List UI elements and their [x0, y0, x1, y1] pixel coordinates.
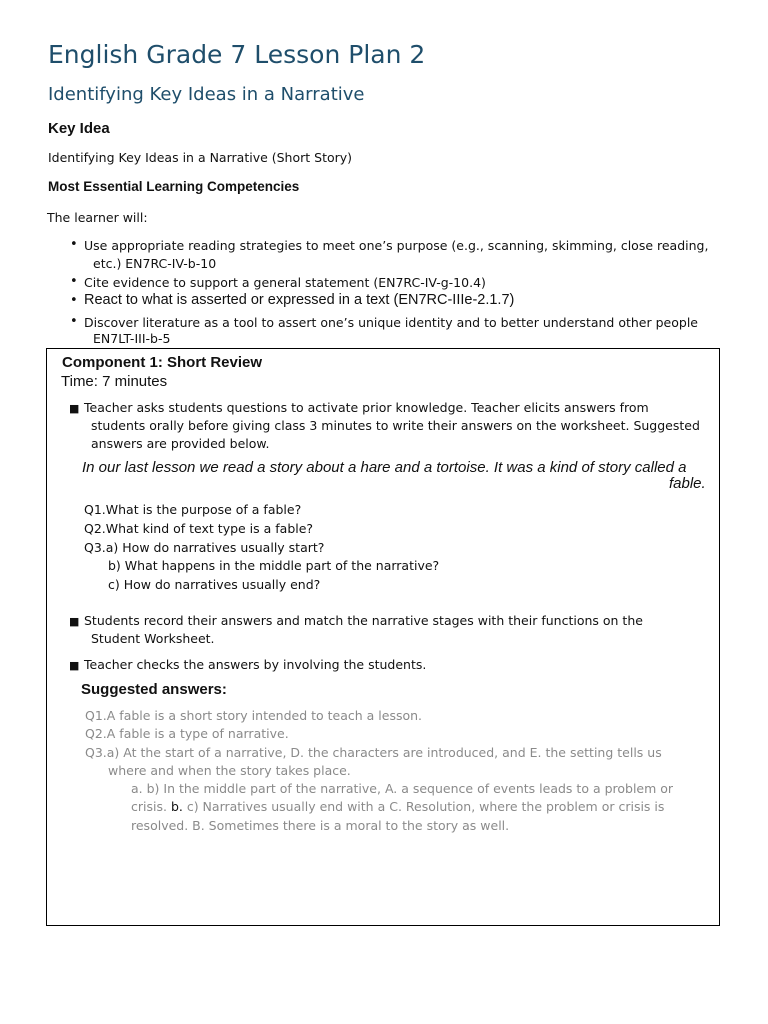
answer-item: Q3.a) At the start of a narrative, D. the characters are introduced, and E. the setting tells us	[85, 745, 662, 760]
question-item: Q3.a) How do narratives usually start?	[84, 540, 325, 555]
square-bullet-icon: ■	[69, 402, 80, 415]
answer-item: resolved. B. Sometimes there is a moral to the story as well.	[131, 818, 510, 833]
answer-item: where and when the story takes place.	[108, 763, 351, 778]
melc-heading: Most Essential Learning Competencies	[48, 179, 300, 194]
bullet-dot-icon: •	[70, 274, 78, 289]
competency-item: Discover literature as a tool to assert one’s unique identity and to better understand other people	[84, 315, 698, 330]
italic-prompt: fable.	[669, 475, 706, 492]
competency-item: Use appropriate reading strategies to meet one’s purpose (e.g., scanning, skimming, close reading,	[84, 238, 709, 253]
italic-prompt: In our last lesson we read a story about a hare and a tortoise. It was a kind of story called a	[82, 459, 687, 476]
bullet-dot-icon: •	[70, 293, 78, 308]
learner-intro: The learner will:	[47, 210, 148, 225]
bullet-dot-icon: •	[70, 314, 78, 329]
answer-marker: b.	[170, 799, 183, 814]
answer-item: a. b) In the middle part of the narrative, A. a sequence of events leads to a problem or	[131, 781, 674, 796]
bullet-text: Teacher asks students questions to activate prior knowledge. Teacher elicits answers from	[84, 400, 649, 415]
answer-fragment: crisis.	[131, 799, 171, 814]
question-item: c) How do narratives usually end?	[108, 577, 321, 592]
bullet-text: Student Worksheet.	[91, 631, 215, 646]
competency-item-code: etc.) EN7RC-IV-b-10	[93, 256, 217, 271]
lesson-subtitle: Identifying Key Ideas in a Narrative	[48, 84, 365, 105]
bullet-text: Teacher checks the answers by involving the students.	[84, 657, 427, 672]
component-title: Component 1: Short Review	[62, 354, 263, 371]
key-idea-text: Identifying Key Ideas in a Narrative (Short Story)	[48, 150, 353, 165]
competency-item: React to what is asserted or expressed in a text (EN7RC-IIIe-2.1.7)	[84, 292, 515, 308]
answer-item: Q1.A fable is a short story intended to teach a lesson.	[85, 708, 423, 723]
answer-item: Q2.A fable is a type of narrative.	[85, 726, 289, 741]
answer-item	[131, 799, 664, 814]
bullet-text: answers are provided below.	[91, 436, 270, 451]
competency-item: Cite evidence to support a general statement (EN7RC-IV-g-10.4)	[84, 275, 486, 290]
bullet-text: students orally before giving class 3 minutes to write their answers on the worksheet. Suggested	[91, 418, 700, 433]
competency-item-code: EN7LT-III-b-5	[93, 331, 171, 346]
component-time: Time: 7 minutes	[61, 373, 168, 390]
page-title: English Grade 7 Lesson Plan 2	[48, 40, 426, 69]
question-item: Q2.What kind of text type is a fable?	[84, 521, 314, 536]
square-bullet-icon: ■	[69, 659, 80, 672]
question-item: b) What happens in the middle part of the narrative?	[108, 558, 440, 573]
suggested-answers-heading: Suggested answers:	[81, 681, 227, 698]
question-item: Q1.What is the purpose of a fable?	[84, 502, 302, 517]
bullet-text: Students record their answers and match the narrative stages with their functions on the	[84, 613, 643, 628]
bullet-dot-icon: •	[70, 237, 78, 252]
key-idea-heading: Key Idea	[48, 120, 110, 137]
square-bullet-icon: ■	[69, 615, 80, 628]
answer-fragment: c) Narratives usually end with a C. Resolution, where the problem or crisis is	[182, 799, 665, 814]
